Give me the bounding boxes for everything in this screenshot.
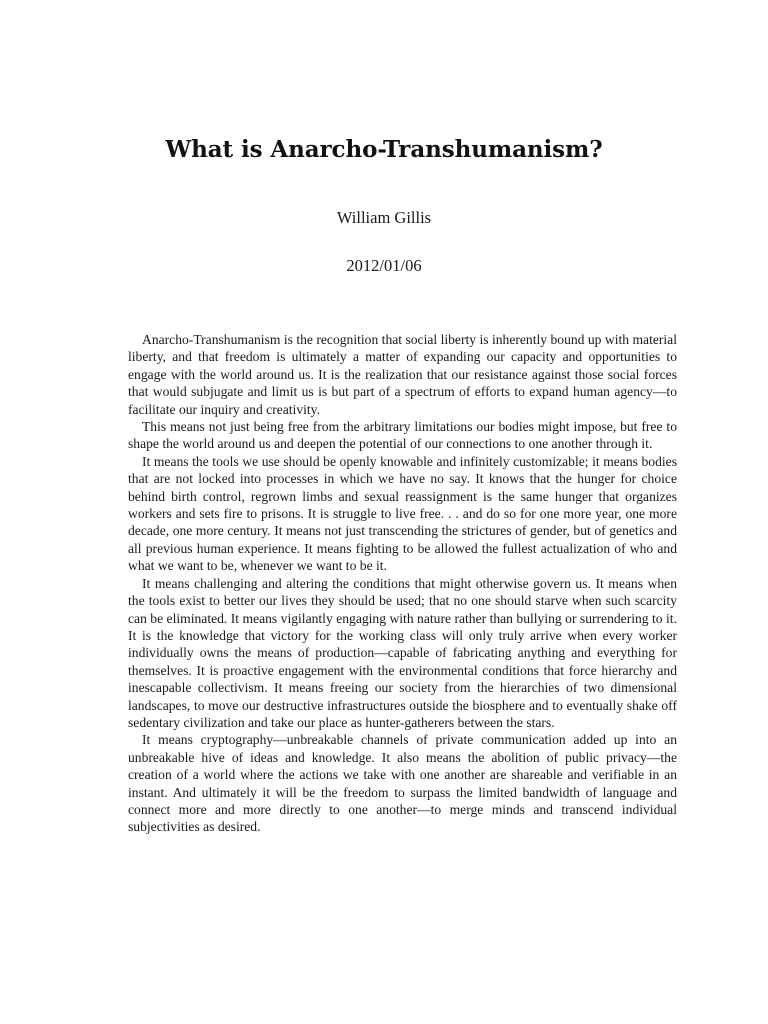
body-paragraph: Anarcho-Transhumanism is the recognition that social liberty is inherently bound up with material liberty, and that freedom is ultimately a matter of expanding our capacity and opportunities to engage with the world around us. It is the realization that our resistance against those social forces that would subjugate and limit us is but part of a spectrum of efforts to expand human agency—to facilitate our inquiry and creativity. (128, 332, 677, 417)
document-title: What is Anarcho-Transhumanism? (165, 136, 603, 163)
body-paragraph: This means not just being free from the arbitrary limitations our bodies might impose, but free to shape the world around us and deepen the potential of our connections to one another through it. (128, 419, 677, 452)
document-author: William Gillis (336, 208, 432, 227)
document-body (128, 331, 677, 836)
body-paragraph: It means cryptography—unbreakable channels of private communication added up into an unbreakable hive of ideas and knowledge. It also means the abolition of public privacy—the creation of a world where the actions we take with one another are shareable and verifiable in an instant. And ultimately it will be the freedom to surpass the limited bandwidth of language and connect more and more directly to one another—to merge minds and transcend individual subjectivities as desired. (128, 732, 677, 835)
document-date: 2012/01/06 (346, 256, 422, 275)
body-paragraph: It means challenging and altering the conditions that might otherwise govern us. It means when the tools exist to better our lives they should be used; that no one should starve when such scarcity can be eliminated. It means vigilantly engaging with nature rather than bullying or surrendering to it. It is the knowledge that victory for the working class will only truly arrive when every worker individually owns the means of production—capable of fabricating anything and everything for themselves. It is proactive engagement with the environmental conditions that force hierarchy and inescapable collectivism. It means freeing our society from the hierarchies of two dimensional landscapes, to move our destructive infrastructures outside the biosphere and to eventually shake off sedentary civilization and take our place as hunter-gatherers between the stars. (128, 575, 677, 730)
body-paragraph: It means the tools we use should be openly knowable and infinitely customizable; it means bodies that are not locked into processes in which we have no say. It knows that the hunger for choice behind birth control, regrown limbs and sexual reassignment is the same hunger that organizes workers and sets fire to prisons. It is struggle to live free. . . and do so for one more year, one more decade, one more century. It means not just transcending the strictures of gender, but of genetics and all previous human experience. It means fighting to be allowed the fullest actualization of who and what we want to be, whenever we want to be it. (128, 453, 677, 574)
